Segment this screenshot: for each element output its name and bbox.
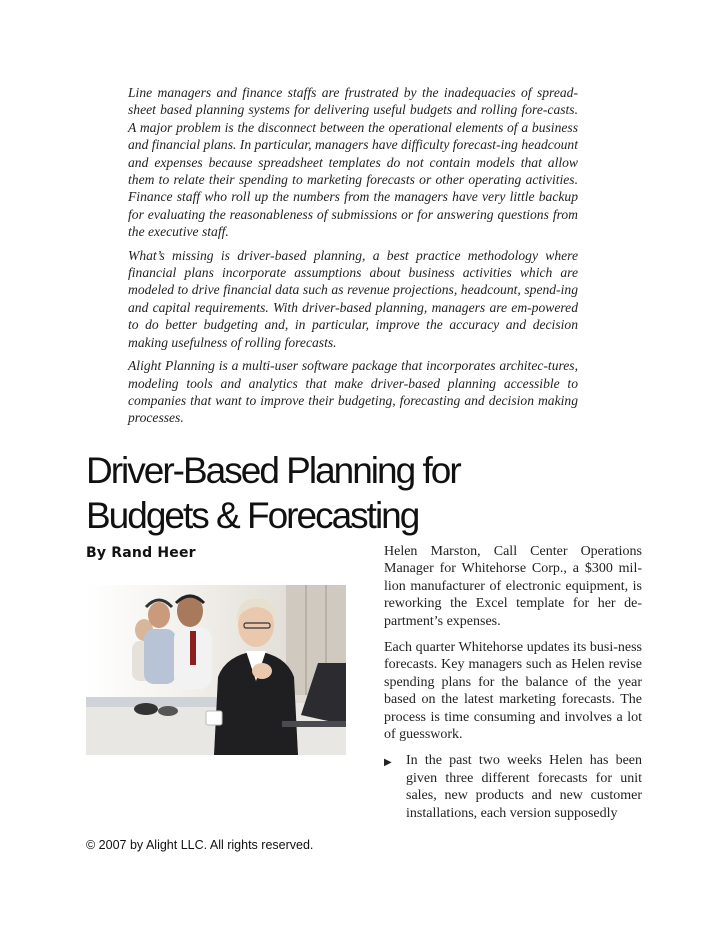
intro-paragraph-3: Alight Planning is a multi-user software package that incorporates architec-tures, modeling tools and analytics that make driver-based planning accessible to companies that want to improve their budgeting, forecasting and decision making processes. — [128, 358, 578, 426]
bullet-item — [384, 752, 642, 822]
bullet-text: In the past two weeks Helen has been given three different forecasts for unit sales, new products and new customer installations, each version supposedly — [406, 753, 642, 821]
headline-line-1: Driver-Based Planning for — [86, 450, 460, 491]
article-headline — [86, 448, 646, 538]
copyright-footer: © 2007 by Alight LLC. All rights reserved. — [86, 838, 314, 852]
article-body — [384, 543, 642, 822]
intro-paragraph-1: Line managers and finance staffs are frustrated by the inadequacies of spread-sheet based planning systems for delivering useful budgets and rolling fore-casts. A major problem is the disconnect between the operational elements of a business and financial plans. In particular, managers have difficulty forecast-ing headcount and expenses because spreadsheet templates do not contain models that allow them to relate their spending to marketing forecasts or other operating activities. Finance staff who roll up the numbers from the managers have very little backup for evaluating the reasonableness of submissions or for answering questions from the executive staff. — [128, 85, 578, 240]
call-center-photo — [86, 585, 346, 755]
call-center-illustration — [86, 585, 346, 755]
author-byline: By Rand Heer — [86, 545, 196, 561]
intro-paragraph-2: What’s missing is driver-based planning, a best practice methodology where financial plans incorporate assumptions about business activities which are modeled to drive financial data such as revenue projections, headcount, spend-ing and capital requirements. With driver-based planning, managers are em-powered to do better budgeting and, in particular, improve the accuracy and decision making usefulness of rolling forecasts. — [128, 247, 578, 350]
intro-section — [128, 84, 578, 433]
headline-line-2: Budgets & Forecasting — [86, 495, 419, 536]
body-paragraph-2: Each quarter Whitehorse updates its busi-ness forecasts. Key managers such as Helen revise spending plans for the balance of the year based on the latest marketing forecasts. The process is time consuming and involves a lot of guesswork. — [384, 640, 642, 743]
triangle-bullet-icon: ▶ — [384, 757, 392, 769]
body-paragraph-1: Helen Marston, Call Center Operations Manager for Whitehorse Corp., a $300 mil-lion manufacturer of electronic equipment, is reworking the Excel template for her de-partment’s expenses. — [384, 544, 642, 629]
